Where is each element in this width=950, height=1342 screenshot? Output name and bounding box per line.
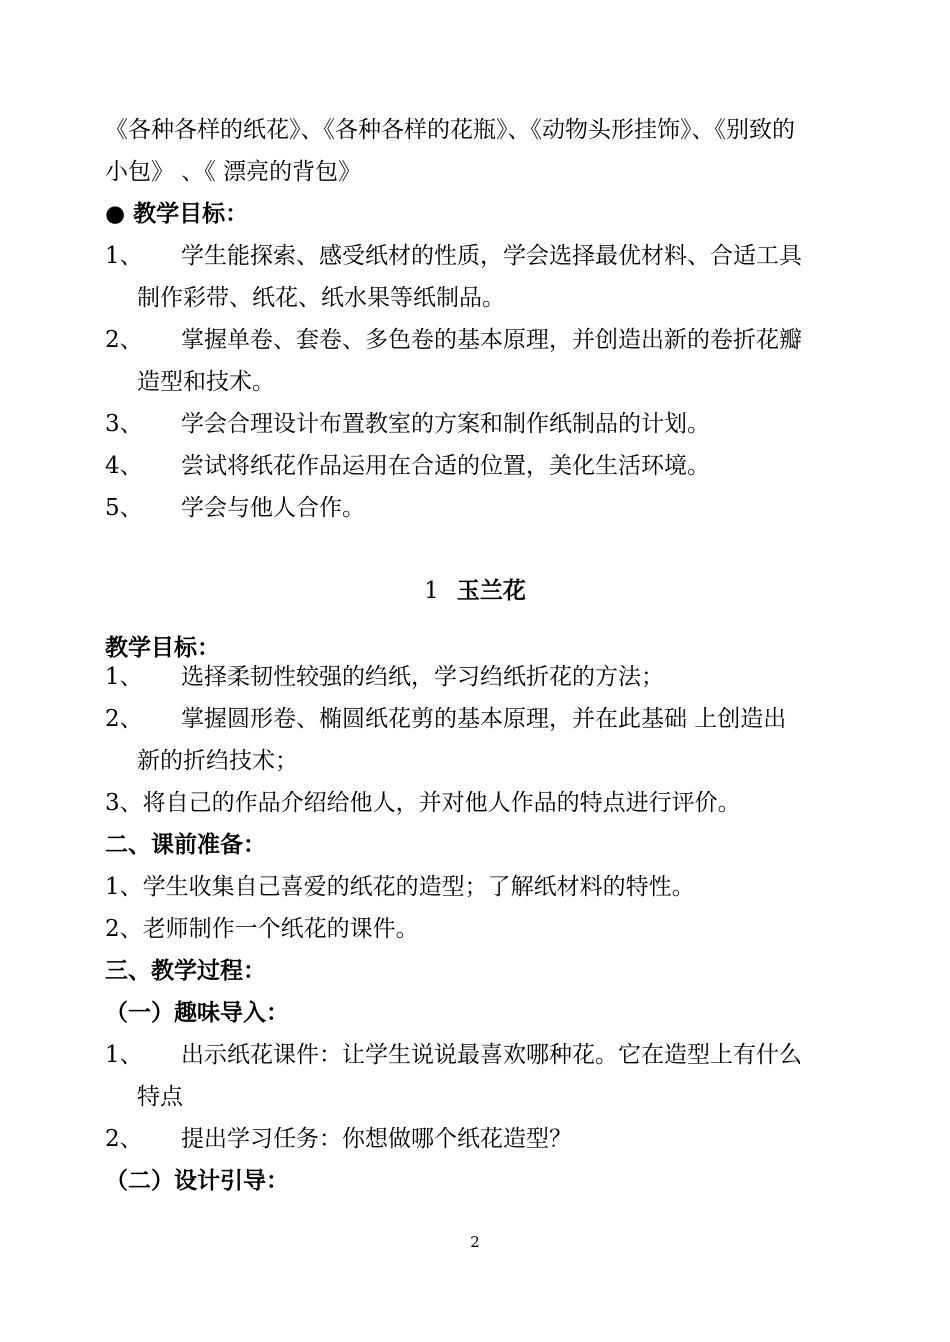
lesson-objective-item-3: 3、将自己的作品介绍给他人，并对他人作品的特点进行评价。 bbox=[105, 790, 741, 816]
item-number: 3、 bbox=[105, 411, 143, 437]
item-number: 2、 bbox=[105, 327, 143, 353]
intro-line-2: 小包》 、《 漂亮的背包》 bbox=[105, 159, 362, 185]
item-number: 5、 bbox=[105, 495, 143, 521]
item-number: 1、 bbox=[105, 243, 143, 269]
lesson-objectives-heading: 教学目标： bbox=[105, 634, 220, 661]
item-text: 掌握圆形卷、椭圆纸花剪的基本原理，并在此基础 上创造出 bbox=[181, 706, 787, 732]
item-text: 掌握单卷、套卷、多色卷的基本原理，并创造出新的卷折花瓣 bbox=[181, 327, 802, 353]
preparation-item-2: 2、老师制作一个纸花的课件。 bbox=[105, 916, 419, 942]
page-number: 2 bbox=[470, 1233, 480, 1251]
objective-item-2-cont: 造型和技术。 bbox=[137, 369, 275, 395]
item-text: 提出学习任务：你想做哪个纸花造型？ bbox=[181, 1126, 572, 1152]
lesson-objective-item-1 bbox=[105, 663, 664, 691]
objective-item-1-cont: 制作彩带、纸花、纸水果等纸制品。 bbox=[137, 285, 505, 311]
process-part1-item-1 bbox=[105, 1041, 802, 1069]
preparation-heading: 二、课前准备： bbox=[105, 831, 266, 858]
preparation-item-1: 1、学生收集自己喜爱的纸花的造型；了解纸材料的特性。 bbox=[105, 874, 695, 900]
item-number: 1、 bbox=[105, 1042, 143, 1068]
process-part1-item-2 bbox=[105, 1125, 572, 1153]
process-part1-heading: （一）趣味导入： bbox=[105, 999, 289, 1026]
objective-item-2 bbox=[105, 326, 802, 354]
objective-item-5 bbox=[105, 494, 365, 522]
item-number: 4、 bbox=[105, 453, 143, 479]
lesson-name: 玉兰花 bbox=[456, 577, 526, 604]
intro-line-1: 《各种各样的纸花》、《各种各样的花瓶》、《动物头形挂饰》、《别致的 bbox=[105, 117, 795, 143]
item-text: 出示纸花课件：让学生说说最喜欢哪种花。它在造型上有什么 bbox=[181, 1042, 802, 1068]
objectives-heading: ● 教学目标： bbox=[105, 200, 249, 227]
lesson-objective-item-2-cont: 新的折绉技术； bbox=[137, 748, 298, 774]
lesson-objective-item-2 bbox=[105, 705, 786, 733]
item-number: 1、 bbox=[105, 664, 143, 690]
process-heading: 三、教学过程： bbox=[105, 957, 266, 984]
process-part1-item-1-cont: 特点 bbox=[137, 1084, 183, 1110]
objective-item-1 bbox=[105, 242, 802, 270]
item-text: 选择柔韧性较强的绉纸，学习绉纸折花的方法； bbox=[181, 664, 664, 690]
objective-item-3 bbox=[105, 410, 710, 438]
item-text: 学会与他人合作。 bbox=[181, 495, 365, 521]
item-text: 学生能探索、感受纸材的性质，学会选择最优材料、合适工具 bbox=[181, 243, 802, 269]
item-number: 2、 bbox=[105, 706, 143, 732]
item-text: 学会合理设计布置教室的方案和制作纸制品的计划。 bbox=[181, 411, 710, 437]
lesson-number: 1 bbox=[424, 578, 439, 604]
item-text: 尝试将纸花作品运用在合适的位置，美化生活环境。 bbox=[181, 453, 710, 479]
lesson-title bbox=[0, 577, 950, 605]
item-number: 2、 bbox=[105, 1126, 143, 1152]
process-part2-heading: （二）设计引导： bbox=[105, 1167, 289, 1194]
objective-item-4 bbox=[105, 452, 710, 480]
